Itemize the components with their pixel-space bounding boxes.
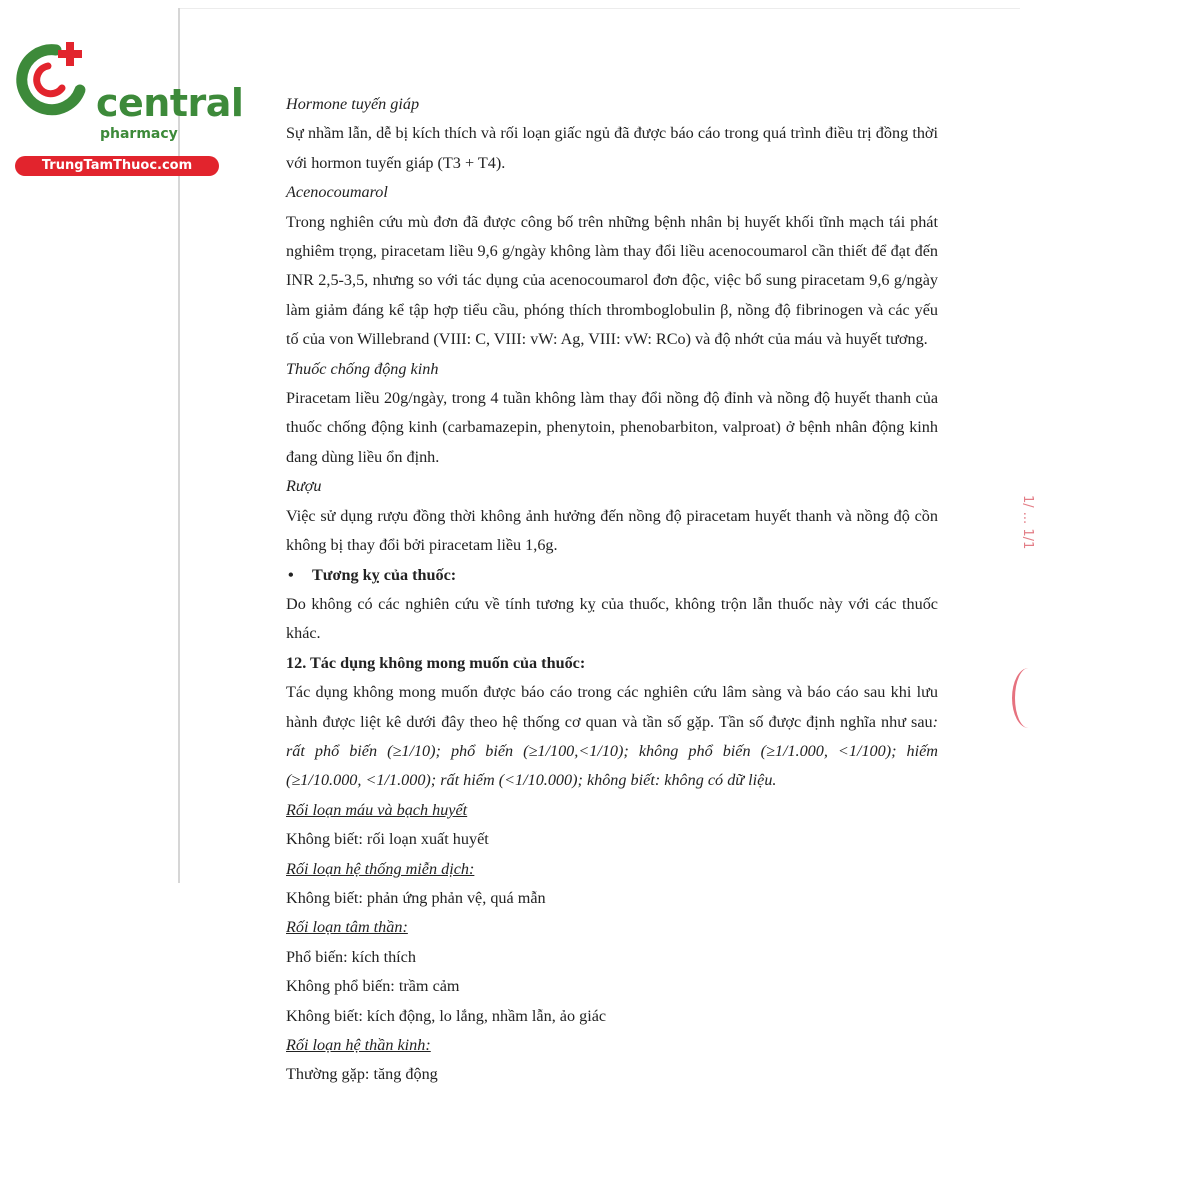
- logo-brand: central: [96, 81, 244, 125]
- para-acenocoumarol: Trong nghiên cứu mù đơn đã được công bố trên những bệnh nhân bị huyết khối tĩnh mạch tái phát nghiêm trọng, piracetam liều 9,6 g/ngày không làm thay đổi liều acenocoumarol cần thiết để đạt đến INR 2,5-3,5, nhưng so với tác dụng của acenocoumarol đơn độc, việc bổ sung piracetam 9,6 g/ngày làm giảm đáng kể tập hợp tiểu cầu, phóng thích thromboglobulin β, nồng độ fibrinogen và các yếu tố của von Willebrand (VIII: C, VIII: vW: Ag, VIII: vW: RCo) và độ nhớt của máu và huyết tương.: [286, 212, 938, 349]
- item-nervous-1: Thường gặp: tăng động: [286, 1065, 438, 1084]
- bullet-dot-icon: •: [288, 565, 294, 584]
- item-psych-1: Phổ biến: kích thích: [286, 947, 416, 966]
- item-blood-1: Không biết: rối loạn xuất huyết: [286, 830, 489, 849]
- logo-site-link[interactable]: TrungTamThuoc.com: [15, 156, 219, 176]
- page-edge-line: [178, 8, 180, 883]
- para-section-12-frequency: : rất phổ biến (≥1/10); phổ biến (≥1/100,<1/10); không phổ biến (≥1/1.000, <1/100); hiếm (≥1/10.000, <1/1.000); rất hiếm (<1/10.000); không biết: không có dữ liệu.: [286, 712, 938, 790]
- para-antiepileptic: Piracetam liều 20g/ngày, trong 4 tuần không làm thay đổi nồng độ đỉnh và nồng độ huyết thanh của thuốc chống động kinh (carbamazepin, phenytoin, phenobarbiton, valproat) ở bệnh nhân động kinh đang dùng liều ổn định.: [286, 389, 938, 466]
- heading-blood-disorders: Rối loạn máu và bạch huyết: [286, 800, 468, 819]
- para-compatibility: Do không có các nghiên cứu về tính tương kỵ của thuốc, không trộn lẫn thuốc này với các thuốc khác.: [286, 594, 938, 643]
- heading-hormone: Hormone tuyến giáp: [286, 95, 420, 113]
- heading-section-12: 12. Tác dụng không mong muốn của thuốc:: [286, 653, 586, 672]
- para-hormone: Sự nhầm lẫn, dễ bị kích thích và rối loạn giấc ngủ đã được báo cáo trong quá trình điều trị đồng thời với hormon tuyến giáp (T3 + T4).: [286, 124, 938, 172]
- central-pharmacy-logo[interactable]: [10, 38, 244, 173]
- item-immune-1: Không biết: phản ứng phản vệ, quá mẫn: [286, 888, 546, 907]
- heading-psychiatric-disorders: Rối loạn tâm thần:: [286, 918, 408, 937]
- margin-stamp: 1/ ... 1/1: [1020, 495, 1035, 550]
- heading-immune-disorders: Rối loạn hệ thống miễn dịch:: [286, 859, 475, 878]
- document-body: [286, 90, 938, 1090]
- para-section-12: [286, 678, 938, 796]
- logo-sub: pharmacy: [100, 126, 178, 142]
- logo-mark-icon: [10, 38, 94, 118]
- heading-alcohol: Rượu: [286, 477, 322, 496]
- para-section-12-text: Tác dụng không mong muốn được báo cáo trong các nghiên cứu lâm sàng và báo cáo sau khi lưu hành được liệt kê dưới đây theo hệ thống cơ quan và tần số gặp. Tần số được định nghĩa như sau: [286, 683, 938, 731]
- stamp-seal-arc: [1012, 668, 1045, 728]
- item-psych-2: Không phổ biến: trầm cảm: [286, 977, 460, 996]
- heading-nervous-disorders: Rối loạn hệ thần kinh:: [286, 1036, 431, 1054]
- heading-acenocoumarol: Acenocoumarol: [286, 183, 388, 202]
- item-psych-3: Không biết: kích động, lo lắng, nhầm lẫn, ảo giác: [286, 1006, 607, 1025]
- page-top-line: [180, 8, 1020, 9]
- bullet-compatibility-label: Tương kỵ của thuốc:: [312, 565, 457, 584]
- bullet-compatibility: [286, 561, 938, 590]
- heading-antiepileptic: Thuốc chống động kinh: [286, 359, 439, 378]
- para-alcohol: Việc sử dụng rượu đồng thời không ảnh hưởng đến nồng độ piracetam huyết thanh và nồng độ cồn không bị thay đổi bởi piracetam liều 1,6g.: [286, 506, 938, 555]
